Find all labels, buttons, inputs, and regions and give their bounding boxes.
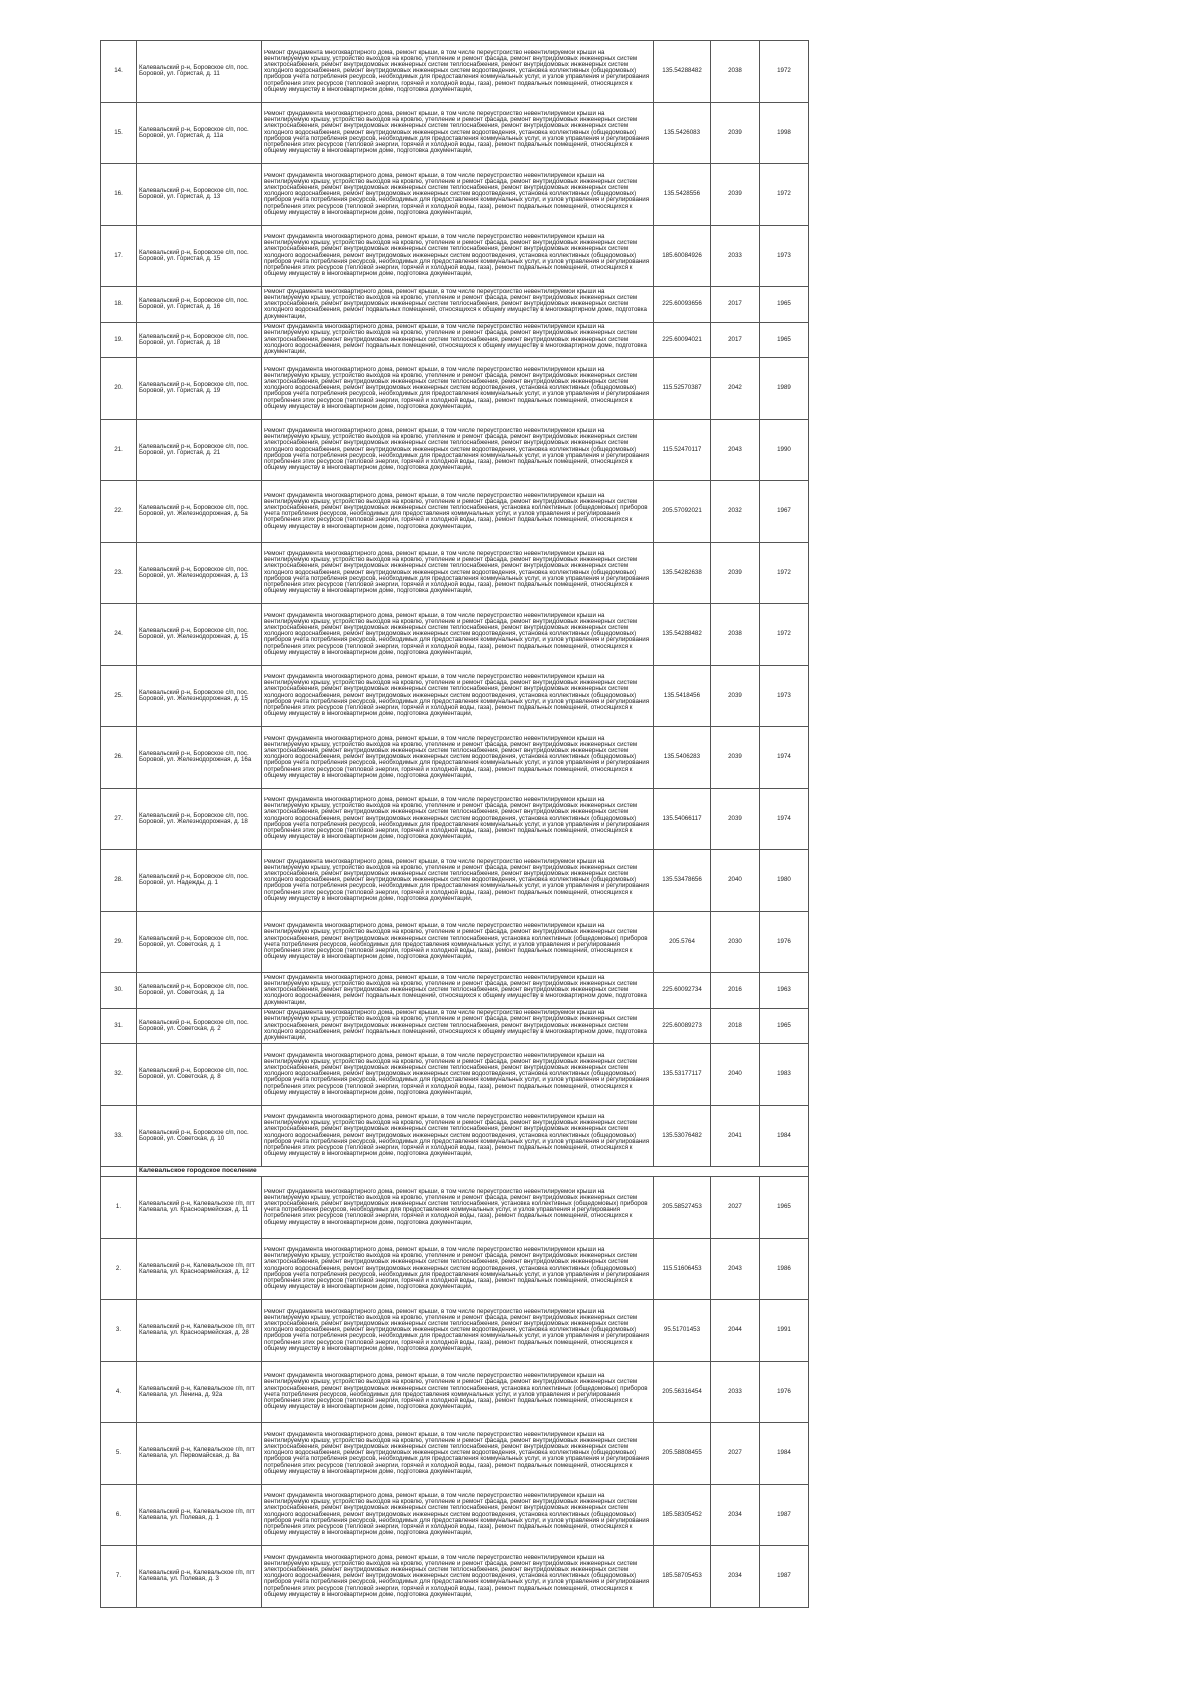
row-works [262, 973, 654, 1009]
row-number: 19. [101, 322, 137, 358]
row-cost: 135.5428556 [654, 164, 711, 226]
row-number: 25. [101, 665, 137, 727]
row-repair-year: 2039 [711, 102, 760, 164]
row-address: Калевальский р-н, Боровское с/п, пос. Боровой, ул. Гористая, д. 16 [137, 287, 262, 323]
row-built-year: 1991 [760, 1300, 809, 1362]
row-works [262, 164, 654, 226]
table-row [101, 1546, 809, 1608]
table-row [101, 481, 809, 543]
row-address: Калевальский р-н, Калевальское г/п, пгт Калевала, ул. Красноармейская, д. 12 [137, 1238, 262, 1300]
row-built-year: 1972 [760, 164, 809, 226]
row-works [262, 542, 654, 604]
row-repair-year: 2038 [711, 604, 760, 666]
table-row [101, 164, 809, 226]
row-works [262, 1008, 654, 1044]
row-repair-year: 2017 [711, 287, 760, 323]
row-repair-year: 2040 [711, 850, 760, 912]
row-cost: 205.5764 [654, 911, 711, 973]
row-cost: 95.51701453 [654, 1300, 711, 1362]
row-number: 24. [101, 604, 137, 666]
row-repair-year: 2018 [711, 1008, 760, 1044]
row-built-year: 1987 [760, 1484, 809, 1546]
row-repair-year: 2027 [711, 1423, 760, 1485]
row-works [262, 481, 654, 543]
works-text: Ремонт фундамента многоквартирного дома, ремонт крыши, в том числе переустройство невентилируемой крыши на вентилируемую крышу, устройство выходов на кровлю, утепление и ремонт фасада, ремонт внутридомовых инженерных систем электроснабжения, ремонт внутридомовых инженерных систем теплоснабжения, ремонт внутридомовых инженерных систем холодного водоснабжения, ремонт внутридомовых инженерных систем водоотведения, установка коллективных (общедомовых) приборов учета потребления ресурсов, необходимых для предоставления коммунальных услуг, и узлов управления и регулирования потребления этих ресурсов (тепловой энергии, горячей и холодной воды, газа), ремонт подвальных помещений, относящихся к общему имуществу в многоквартирном доме, подготовка документации, [264, 1431, 650, 1475]
row-address: Калевальский р-н, Боровское с/п, пос. Боровой, ул. Советская, д. 8 [137, 1044, 262, 1106]
row-cost: 115.52570387 [654, 358, 711, 420]
works-text: Ремонт фундамента многоквартирного дома, ремонт крыши, в том числе переустройство невентилируемой крыши на вентилируемую крышу, устройство выходов на кровлю, утепление и ремонт фасада, ремонт внутридомовых инженерных систем электроснабжения, ремонт внутридомовых инженерных систем теплоснабжения, ремонт внутридомовых инженерных систем холодного водоснабжения, ремонт внутридомовых инженерных систем водоотведения, установка коллективных (общедомовых) приборов учета потребления ресурсов, необходимых для предоставления коммунальных услуг, и узлов управления и регулирования потребления этих ресурсов (тепловой энергии, горячей и холодной воды, газа), ремонт подвальных помещений, относящихся к общему имуществу в многоквартирном доме, подготовка документации, [264, 1308, 650, 1352]
row-number: 16. [101, 164, 137, 226]
table-row [101, 850, 809, 912]
row-number: 1. [101, 1177, 137, 1239]
row-number: 28. [101, 850, 137, 912]
row-address: Калевальский р-н, Боровское с/п, пос. Боровой, ул. Железнодорожная, д. 13 [137, 542, 262, 604]
row-number: 31. [101, 1008, 137, 1044]
works-text: Ремонт фундамента многоквартирного дома, ремонт крыши, в том числе переустройство невентилируемой крыши на вентилируемую крышу, устройство выходов на кровлю, утепление и ремонт фасада, ремонт внутридомовых инженерных систем электроснабжения, ремонт внутридомовых инженерных систем теплоснабжения, ремонт внутридомовых инженерных систем холодного водоснабжения, ремонт подвальных помещений, относящихся к общему имуществу в многоквартирном доме, подготовка документации, [264, 974, 647, 1006]
row-works [262, 225, 654, 287]
row-built-year: 1976 [760, 1361, 809, 1423]
row-works [262, 102, 654, 164]
row-cost: 205.58527453 [654, 1177, 711, 1239]
row-address: Калевальский р-н, Боровское с/п, пос. Боровой, ул. Железнодорожная, д. 16а [137, 727, 262, 789]
table-row [101, 911, 809, 973]
row-works [262, 322, 654, 358]
section-title: Калевальское городское поселение [137, 1167, 809, 1177]
row-repair-year: 2039 [711, 164, 760, 226]
row-number: 4. [101, 1361, 137, 1423]
works-text: Ремонт фундамента многоквартирного дома, ремонт крыши, в том числе переустройство невентилируемой крыши на вентилируемую крышу, устройство выходов на кровлю, утепление и ремонт фасада, ремонт внутридомовых инженерных систем электроснабжения, ремонт внутридомовых инженерных систем теплоснабжения, ремонт внутридомовых инженерных систем холодного водоснабжения, ремонт внутридомовых инженерных систем водоотведения, установка коллективных (общедомовых) приборов учета потребления ресурсов, необходимых для предоставления коммунальных услуг, и узлов управления и регулирования потребления этих ресурсов (тепловой энергии, горячей и холодной воды, газа), ремонт подвальных помещений, относящихся к общему имуществу в многоквартирном доме, подготовка документации, [264, 674, 650, 718]
row-cost: 135.5426083 [654, 102, 711, 164]
row-number: 21. [101, 419, 137, 481]
row-repair-year: 2042 [711, 358, 760, 420]
row-address: Калевальский р-н, Боровское с/п, пос. Боровой, ул. Гористая, д. 13 [137, 164, 262, 226]
row-cost: 185.60084926 [654, 225, 711, 287]
works-text: Ремонт фундамента многоквартирного дома, ремонт крыши, в том числе переустройство невентилируемой крыши на вентилируемую крышу, устройство выходов на кровлю, утепление и ремонт фасада, ремонт внутридомовых инженерных систем электроснабжения, ремонт внутридомовых инженерных систем теплоснабжения, ремонт внутридомовых инженерных систем холодного водоснабжения, ремонт внутридомовых инженерных систем водоотведения, установка коллективных (общедомовых) приборов учета потребления ресурсов, необходимых для предоставления коммунальных услуг, и узлов управления и регулирования потребления этих ресурсов (тепловой энергии, горячей и холодной воды, газа), ремонт подвальных помещений, относящихся к общему имуществу в многоквартирном доме, подготовка документации, [264, 1052, 650, 1096]
row-number: 17. [101, 225, 137, 287]
row-address: Калевальский р-н, Боровское с/п, пос. Боровой, ул. Советская, д. 1а [137, 973, 262, 1009]
works-text: Ремонт фундамента многоквартирного дома, ремонт крыши, в том числе переустройство невентилируемой крыши на вентилируемую крышу, устройство выходов на кровлю, утепление и ремонт фасада, ремонт внутридомовых инженерных систем электроснабжения, ремонт внутридомовых инженерных систем теплоснабжения, ремонт внутридомовых инженерных систем холодного водоснабжения, ремонт внутридомовых инженерных систем водоотведения, установка коллективных (общедомовых) приборов учета потребления ресурсов, необходимых для предоставления коммунальных услуг, и узлов управления и регулирования потребления этих ресурсов (тепловой энергии, горячей и холодной воды, газа), ремонт подвальных помещений, относящихся к общему имуществу в многоквартирном доме, подготовка документации, [264, 366, 650, 410]
row-cost: 135.54288482 [654, 41, 711, 103]
row-repair-year: 2041 [711, 1105, 760, 1167]
row-built-year: 1965 [760, 1008, 809, 1044]
row-address: Калевальский р-н, Калевальское г/п, пгт Калевала, ул. Красноармейская, д. 11 [137, 1177, 262, 1239]
row-repair-year: 2038 [711, 41, 760, 103]
row-cost: 135.53478656 [654, 850, 711, 912]
works-text: Ремонт фундамента многоквартирного дома, ремонт крыши, в том числе переустройство невентилируемой крыши на вентилируемую крышу, устройство выходов на кровлю, утепление и ремонт фасада, ремонт внутридомовых инженерных систем электроснабжения, ремонт внутридомовых инженерных систем теплоснабжения, ремонт внутридомовых инженерных систем холодного водоснабжения, ремонт подвальных помещений, относящихся к общему имуществу в многоквартирном доме, подготовка документации, [264, 1010, 647, 1042]
row-cost: 135.5418456 [654, 665, 711, 727]
row-works [262, 1423, 654, 1485]
row-repair-year: 2034 [711, 1546, 760, 1608]
row-works [262, 1546, 654, 1608]
row-works [262, 419, 654, 481]
row-cost: 185.58705453 [654, 1546, 711, 1608]
row-cost: 225.60094021 [654, 322, 711, 358]
section-header-row [101, 1167, 809, 1177]
row-repair-year: 2040 [711, 1044, 760, 1106]
row-repair-year: 2043 [711, 1238, 760, 1300]
row-works [262, 1361, 654, 1423]
works-text: Ремонт фундамента многоквартирного дома, ремонт крыши, в том числе переустройство невентилируемой крыши на вентилируемую крышу, устройство выходов на кровлю, утепление и ремонт фасада, ремонт внутридомовых инженерных систем электроснабжения, ремонт внутридомовых инженерных систем теплоснабжения, ремонт внутридомовых инженерных систем холодного водоснабжения, ремонт внутридомовых инженерных систем водоотведения, установка коллективных (общедомовых) приборов учета потребления ресурсов, необходимых для предоставления коммунальных услуг, и узлов управления и регулирования потребления этих ресурсов (тепловой энергии, горячей и холодной воды, газа), ремонт подвальных помещений, относящихся к общему имуществу в многоквартирном доме, подготовка документации, [264, 858, 650, 902]
row-repair-year: 2034 [711, 1484, 760, 1546]
row-cost: 205.57092021 [654, 481, 711, 543]
row-cost: 205.56316454 [654, 1361, 711, 1423]
row-built-year: 1987 [760, 1546, 809, 1608]
table-row [101, 1300, 809, 1362]
row-repair-year: 2027 [711, 1177, 760, 1239]
works-text: Ремонт фундамента многоквартирного дома, ремонт крыши, в том числе переустройство невентилируемой крыши на вентилируемую крышу, устройство выходов на кровлю, утепление и ремонт фасада, ремонт внутридомовых инженерных систем электроснабжения, ремонт внутридомовых инженерных систем теплоснабжения, ремонт внутридомовых инженерных систем холодного водоснабжения, ремонт внутридомовых инженерных систем водоотведения, установка коллективных (общедомовых) приборов учета потребления ресурсов, необходимых для предоставления коммунальных услуг, и узлов управления и регулирования потребления этих ресурсов (тепловой энергии, горячей и холодной воды, газа), ремонт подвальных помещений, относящихся к общему имуществу в многоквартирном доме, подготовка документации, [264, 1247, 650, 1291]
row-repair-year: 2033 [711, 1361, 760, 1423]
works-text: Ремонт фундамента многоквартирного дома, ремонт крыши, в том числе переустройство невентилируемой крыши на вентилируемую крышу, устройство выходов на кровлю, утепление и ремонт фасада, ремонт внутридомовых инженерных систем электроснабжения, ремонт внутридомовых инженерных систем теплоснабжения, ремонт внутридомовых инженерных систем холодного водоснабжения, ремонт внутридомовых инженерных систем водоотведения, установка коллективных (общедомовых) приборов учета потребления ресурсов, необходимых для предоставления коммунальных услуг, и узлов управления и регулирования потребления этих ресурсов (тепловой энергии, горячей и холодной воды, газа), ремонт подвальных помещений, относящихся к общему имуществу в многоквартирном доме, подготовка документации, [264, 612, 650, 656]
row-address: Калевальский р-н, Калевальское г/п, пгт Калевала, ул. Красноармейская, д. 28 [137, 1300, 262, 1362]
row-built-year: 1972 [760, 604, 809, 666]
row-built-year: 1974 [760, 727, 809, 789]
row-cost: 225.60089273 [654, 1008, 711, 1044]
row-built-year: 1990 [760, 419, 809, 481]
row-built-year: 1974 [760, 788, 809, 850]
row-address: Калевальский р-н, Калевальское г/п, пгт Калевала, ул. Полевая, д. 3 [137, 1546, 262, 1608]
row-built-year: 1984 [760, 1105, 809, 1167]
works-text: Ремонт фундамента многоквартирного дома, ремонт крыши, в том числе переустройство невентилируемой крыши на вентилируемую крышу, устройство выходов на кровлю, утепление и ремонт фасада, ремонт внутридомовых инженерных систем электроснабжения, ремонт внутридомовых инженерных систем теплоснабжения, ремонт внутридомовых инженерных систем холодного водоснабжения, ремонт внутридомовых инженерных систем водоотведения, установка коллективных (общедомовых) приборов учета потребления ресурсов, необходимых для предоставления коммунальных услуг, и узлов управления и регулирования потребления этих ресурсов (тепловой энергии, горячей и холодной воды, газа), ремонт подвальных помещений, относящихся к общему имуществу в многоквартирном доме, подготовка документации, [264, 234, 650, 278]
row-repair-year: 2033 [711, 225, 760, 287]
row-repair-year: 2044 [711, 1300, 760, 1362]
row-number: 22. [101, 481, 137, 543]
row-number: 14. [101, 41, 137, 103]
table-row [101, 1008, 809, 1044]
table-row [101, 1177, 809, 1239]
row-number: 7. [101, 1546, 137, 1608]
row-address: Калевальский р-н, Боровское с/п, пос. Боровой, ул. Гористая, д. 19 [137, 358, 262, 420]
table-row [101, 604, 809, 666]
row-number: 32. [101, 1044, 137, 1106]
works-text: Ремонт фундамента многоквартирного дома, ремонт крыши, в том числе переустройство невентилируемой крыши на вентилируемую крышу, устройство выходов на кровлю, утепление и ремонт фасада, ремонт внутридомовых инженерных систем электроснабжения, ремонт внутридомовых инженерных систем теплоснабжения, установка коллективных (общедомовых) приборов учета потребления ресурсов, необходимых для предоставления коммунальных услуг, и узлов управления и регулирования потребления этих ресурсов (тепловой энергии, горячей и холодной воды, газа), ремонт подвальных помещений, относящихся к общему имуществу в многоквартирном доме, подготовка документации, [264, 492, 648, 530]
row-address: Калевальский р-н, Боровское с/п, пос. Боровой, ул. Гористая, д. 11 [137, 41, 262, 103]
capital-repair-table [100, 40, 809, 1608]
row-number: 26. [101, 727, 137, 789]
row-works [262, 1177, 654, 1239]
works-text: Ремонт фундамента многоквартирного дома, ремонт крыши, в том числе переустройство невентилируемой крыши на вентилируемую крышу, устройство выходов на кровлю, утепление и ремонт фасада, ремонт внутридомовых инженерных систем электроснабжения, ремонт внутридомовых инженерных систем теплоснабжения, ремонт внутридомовых инженерных систем холодного водоснабжения, ремонт внутридомовых инженерных систем водоотведения, установка коллективных (общедомовых) приборов учета потребления ресурсов, необходимых для предоставления коммунальных услуг, и узлов управления и регулирования потребления этих ресурсов (тепловой энергии, горячей и холодной воды, газа), ремонт подвальных помещений, относящихся к общему имуществу в многоквартирном доме, подготовка документации, [264, 111, 650, 155]
section-empty-cell [101, 1167, 137, 1177]
works-text: Ремонт фундамента многоквартирного дома, ремонт крыши, в том числе переустройство невентилируемой крыши на вентилируемую крышу, устройство выходов на кровлю, утепление и ремонт фасада, ремонт внутридомовых инженерных систем электроснабжения, ремонт внутридомовых инженерных систем теплоснабжения, ремонт внутридомовых инженерных систем холодного водоснабжения, ремонт подвальных помещений, относящихся к общему имуществу в многоквартирном доме, подготовка документации, [264, 324, 647, 356]
row-built-year: 1986 [760, 1238, 809, 1300]
row-address: Калевальский р-н, Боровское с/п, пос. Боровой, ул. Гористая, д. 21 [137, 419, 262, 481]
row-cost: 135.53076482 [654, 1105, 711, 1167]
row-built-year: 1965 [760, 1177, 809, 1239]
row-built-year: 1965 [760, 287, 809, 323]
row-built-year: 1972 [760, 542, 809, 604]
table-row [101, 225, 809, 287]
row-cost: 115.52470117 [654, 419, 711, 481]
row-repair-year: 2039 [711, 788, 760, 850]
row-cost: 225.60092734 [654, 973, 711, 1009]
row-repair-year: 2030 [711, 911, 760, 973]
row-number: 6. [101, 1484, 137, 1546]
row-built-year: 1983 [760, 1044, 809, 1106]
row-works [262, 1238, 654, 1300]
row-address: Калевальский р-н, Калевальское г/п, пгт Калевала, ул. Первомайская, д. 8а [137, 1423, 262, 1485]
row-address: Калевальский р-н, Боровское с/п, пос. Боровой, ул. Железнодорожная, д. 18 [137, 788, 262, 850]
row-works [262, 358, 654, 420]
row-number: 3. [101, 1300, 137, 1362]
row-repair-year: 2039 [711, 727, 760, 789]
works-text: Ремонт фундамента многоквартирного дома, ремонт крыши, в том числе переустройство невентилируемой крыши на вентилируемую крышу, устройство выходов на кровлю, утепление и ремонт фасада, ремонт внутридомовых инженерных систем электроснабжения, ремонт внутридомовых инженерных систем теплоснабжения, установка коллективных (общедомовых) приборов учета потребления ресурсов, необходимых для предоставления коммунальных услуг, и узлов управления и регулирования потребления этих ресурсов (тепловой энергии, горячей и холодной воды, газа), ремонт подвальных помещений, относящихся к общему имуществу в многоквартирном доме, подготовка документации, [264, 923, 648, 961]
table-row [101, 287, 809, 323]
row-number: 33. [101, 1105, 137, 1167]
row-built-year: 1998 [760, 102, 809, 164]
row-works [262, 1300, 654, 1362]
row-address: Калевальский р-н, Калевальское г/п, пгт Калевала, ул. Ленина, д. 92а [137, 1361, 262, 1423]
table-row [101, 358, 809, 420]
table-row [101, 41, 809, 103]
works-text: Ремонт фундамента многоквартирного дома, ремонт крыши, в том числе переустройство невентилируемой крыши на вентилируемую крышу, устройство выходов на кровлю, утепление и ремонт фасада, ремонт внутридомовых инженерных систем электроснабжения, ремонт внутридомовых инженерных систем теплоснабжения, ремонт внутридомовых инженерных систем холодного водоснабжения, ремонт подвальных помещений, относящихся к общему имуществу в многоквартирном доме, подготовка документации, [264, 288, 647, 320]
row-built-year: 1980 [760, 850, 809, 912]
row-works [262, 727, 654, 789]
row-number: 2. [101, 1238, 137, 1300]
table-row [101, 727, 809, 789]
table-row [101, 1423, 809, 1485]
row-works [262, 41, 654, 103]
row-cost: 135.54288482 [654, 604, 711, 666]
row-works [262, 1105, 654, 1167]
table-row [101, 1238, 809, 1300]
table-row [101, 1484, 809, 1546]
row-address: Калевальский р-н, Боровское с/п, пос. Боровой, ул. Железнодорожная, д. 15 [137, 665, 262, 727]
row-address: Калевальский р-н, Боровское с/п, пос. Боровой, ул. Советская, д. 2 [137, 1008, 262, 1044]
works-text: Ремонт фундамента многоквартирного дома, ремонт крыши, в том числе переустройство невентилируемой крыши на вентилируемую крышу, устройство выходов на кровлю, утепление и ремонт фасада, ремонт внутридомовых инженерных систем электроснабжения, ремонт внутридомовых инженерных систем теплоснабжения, ремонт внутридомовых инженерных систем холодного водоснабжения, ремонт внутридомовых инженерных систем водоотведения, установка коллективных (общедомовых) приборов учета потребления ресурсов, необходимых для предоставления коммунальных услуг, и узлов управления и регулирования потребления этих ресурсов (тепловой энергии, горячей и холодной воды, газа), ремонт подвальных помещений, относящихся к общему имуществу в многоквартирном доме, подготовка документации, [264, 551, 650, 595]
row-built-year: 1972 [760, 41, 809, 103]
row-address: Калевальский р-н, Боровское с/п, пос. Боровой, ул. Железнодорожная, д. 5а [137, 481, 262, 543]
row-address: Калевальский р-н, Калевальское г/п, пгт Калевала, ул. Полевая, д. 1 [137, 1484, 262, 1546]
row-cost: 205.58808455 [654, 1423, 711, 1485]
row-number: 15. [101, 102, 137, 164]
table-row [101, 102, 809, 164]
works-text: Ремонт фундамента многоквартирного дома, ремонт крыши, в том числе переустройство невентилируемой крыши на вентилируемую крышу, устройство выходов на кровлю, утепление и ремонт фасада, ремонт внутридомовых инженерных систем электроснабжения, ремонт внутридомовых инженерных систем теплоснабжения, ремонт внутридомовых инженерных систем холодного водоснабжения, ремонт внутридомовых инженерных систем водоотведения, установка коллективных (общедомовых) приборов учета потребления ресурсов, необходимых для предоставления коммунальных услуг, и узлов управления и регулирования потребления этих ресурсов (тепловой энергии, горячей и холодной воды, газа), ремонт подвальных помещений, относящихся к общему имуществу в многоквартирном доме, подготовка документации, [264, 428, 650, 472]
works-text: Ремонт фундамента многоквартирного дома, ремонт крыши, в том числе переустройство невентилируемой крыши на вентилируемую крышу, устройство выходов на кровлю, утепление и ремонт фасада, ремонт внутридомовых инженерных систем электроснабжения, ремонт внутридомовых инженерных систем теплоснабжения, ремонт внутридомовых инженерных систем холодного водоснабжения, ремонт внутридомовых инженерных систем водоотведения, установка коллективных (общедомовых) приборов учета потребления ресурсов, необходимых для предоставления коммунальных услуг, и узлов управления и регулирования потребления этих ресурсов (тепловой энергии, горячей и холодной воды, газа), ремонт подвальных помещений, относящихся к общему имуществу в многоквартирном доме, подготовка документации, [264, 1493, 650, 1537]
row-repair-year: 2032 [711, 481, 760, 543]
works-text: Ремонт фундамента многоквартирного дома, ремонт крыши, в том числе переустройство невентилируемой крыши на вентилируемую крышу, устройство выходов на кровлю, утепление и ремонт фасада, ремонт внутридомовых инженерных систем электроснабжения, ремонт внутридомовых инженерных систем теплоснабжения, ремонт внутридомовых инженерных систем холодного водоснабжения, ремонт внутридомовых инженерных систем водоотведения, установка коллективных (общедомовых) приборов учета потребления ресурсов, необходимых для предоставления коммунальных услуг, и узлов управления и регулирования потребления этих ресурсов (тепловой энергии, горячей и холодной воды, газа), ремонт подвальных помещений, относящихся к общему имуществу в многоквартирном доме, подготовка документации, [264, 1554, 650, 1598]
row-address: Калевальский р-н, Боровское с/п, пос. Боровой, ул. Гористая, д. 15 [137, 225, 262, 287]
row-cost: 135.53177117 [654, 1044, 711, 1106]
row-works [262, 788, 654, 850]
row-number: 29. [101, 911, 137, 973]
row-number: 23. [101, 542, 137, 604]
row-cost: 225.60093656 [654, 287, 711, 323]
row-address: Калевальский р-н, Боровское с/п, пос. Боровой, ул. Надежды, д. 1 [137, 850, 262, 912]
row-built-year: 1973 [760, 225, 809, 287]
row-cost: 135.54066117 [654, 788, 711, 850]
row-works [262, 604, 654, 666]
row-works [262, 911, 654, 973]
row-address: Калевальский р-н, Боровское с/п, пос. Боровой, ул. Гористая, д. 11а [137, 102, 262, 164]
row-built-year: 1973 [760, 665, 809, 727]
row-address: Калевальский р-н, Боровское с/п, пос. Боровой, ул. Советская, д. 1 [137, 911, 262, 973]
table-row [101, 1105, 809, 1167]
works-text: Ремонт фундамента многоквартирного дома, ремонт крыши, в том числе переустройство невентилируемой крыши на вентилируемую крышу, устройство выходов на кровлю, утепление и ремонт фасада, ремонт внутридомовых инженерных систем электроснабжения, ремонт внутридомовых инженерных систем теплоснабжения, ремонт внутридомовых инженерных систем холодного водоснабжения, ремонт внутридомовых инженерных систем водоотведения, установка коллективных (общедомовых) приборов учета потребления ресурсов, необходимых для предоставления коммунальных услуг, и узлов управления и регулирования потребления этих ресурсов (тепловой энергии, горячей и холодной воды, газа), ремонт подвальных помещений, относящихся к общему имуществу в многоквартирном доме, подготовка документации, [264, 172, 650, 216]
row-cost: 185.58305452 [654, 1484, 711, 1546]
table-row [101, 542, 809, 604]
table-row [101, 322, 809, 358]
row-number: 5. [101, 1423, 137, 1485]
row-built-year: 1963 [760, 973, 809, 1009]
works-text: Ремонт фундамента многоквартирного дома, ремонт крыши, в том числе переустройство невентилируемой крыши на вентилируемую крышу, устройство выходов на кровлю, утепление и ремонт фасада, ремонт внутридомовых инженерных систем электроснабжения, ремонт внутридомовых инженерных систем теплоснабжения, ремонт внутридомовых инженерных систем холодного водоснабжения, ремонт внутридомовых инженерных систем водоотведения, установка коллективных (общедомовых) приборов учета потребления ресурсов, необходимых для предоставления коммунальных услуг, и узлов управления и регулирования потребления этих ресурсов (тепловой энергии, горячей и холодной воды, газа), ремонт подвальных помещений, относящихся к общему имуществу в многоквартирном доме, подготовка документации, [264, 49, 650, 93]
row-built-year: 1965 [760, 322, 809, 358]
row-cost: 115.51606453 [654, 1238, 711, 1300]
row-cost: 135.54282638 [654, 542, 711, 604]
row-address: Калевальский р-н, Боровское с/п, пос. Боровой, ул. Советская, д. 10 [137, 1105, 262, 1167]
table-row [101, 419, 809, 481]
row-number: 30. [101, 973, 137, 1009]
row-repair-year: 2043 [711, 419, 760, 481]
row-works [262, 1044, 654, 1106]
table-row [101, 1361, 809, 1423]
row-address: Калевальский р-н, Боровское с/п, пос. Боровой, ул. Железнодорожная, д. 15 [137, 604, 262, 666]
table-row [101, 1044, 809, 1106]
row-works [262, 1484, 654, 1546]
row-works [262, 850, 654, 912]
row-repair-year: 2039 [711, 542, 760, 604]
row-works [262, 287, 654, 323]
row-number: 27. [101, 788, 137, 850]
row-built-year: 1989 [760, 358, 809, 420]
works-text: Ремонт фундамента многоквартирного дома, ремонт крыши, в том числе переустройство невентилируемой крыши на вентилируемую крышу, устройство выходов на кровлю, утепление и ремонт фасада, ремонт внутридомовых инженерных систем электроснабжения, ремонт внутридомовых инженерных систем теплоснабжения, ремонт внутридомовых инженерных систем холодного водоснабжения, ремонт внутридомовых инженерных систем водоотведения, установка коллективных (общедомовых) приборов учета потребления ресурсов, необходимых для предоставления коммунальных услуг, и узлов управления и регулирования потребления этих ресурсов (тепловой энергии, горячей и холодной воды, газа), ремонт подвальных помещений, относящихся к общему имуществу в многоквартирном доме, подготовка документации, [264, 1114, 650, 1158]
row-number: 18. [101, 287, 137, 323]
row-built-year: 1976 [760, 911, 809, 973]
row-address: Калевальский р-н, Боровское с/п, пос. Боровой, ул. Гористая, д. 18 [137, 322, 262, 358]
table-row [101, 973, 809, 1009]
table-row [101, 665, 809, 727]
row-built-year: 1984 [760, 1423, 809, 1485]
row-repair-year: 2016 [711, 973, 760, 1009]
works-text: Ремонт фундамента многоквартирного дома, ремонт крыши, в том числе переустройство невентилируемой крыши на вентилируемую крышу, устройство выходов на кровлю, утепление и ремонт фасада, ремонт внутридомовых инженерных систем электроснабжения, ремонт внутридомовых инженерных систем теплоснабжения, ремонт внутридомовых инженерных систем холодного водоснабжения, ремонт внутридомовых инженерных систем водоотведения, установка коллективных (общедомовых) приборов учета потребления ресурсов, необходимых для предоставления коммунальных услуг, и узлов управления и регулирования потребления этих ресурсов (тепловой энергии, горячей и холодной воды, газа), ремонт подвальных помещений, относящихся к общему имуществу в многоквартирном доме, подготовка документации, [264, 797, 650, 841]
row-cost: 135.5406283 [654, 727, 711, 789]
row-built-year: 1967 [760, 481, 809, 543]
works-text: Ремонт фундамента многоквартирного дома, ремонт крыши, в том числе переустройство невентилируемой крыши на вентилируемую крышу, устройство выходов на кровлю, утепление и ремонт фасада, ремонт внутридомовых инженерных систем электроснабжения, ремонт внутридомовых инженерных систем теплоснабжения, установка коллективных (общедомовых) приборов учета потребления ресурсов, необходимых для предоставления коммунальных услуг, и узлов управления и регулирования потребления этих ресурсов (тепловой энергии, горячей и холодной воды, газа), ремонт подвальных помещений, относящихся к общему имуществу в многоквартирном доме, подготовка документации, [264, 1373, 648, 1411]
row-repair-year: 2017 [711, 322, 760, 358]
row-repair-year: 2039 [711, 665, 760, 727]
row-works [262, 665, 654, 727]
works-text: Ремонт фундамента многоквартирного дома, ремонт крыши, в том числе переустройство невентилируемой крыши на вентилируемую крышу, устройство выходов на кровлю, утепление и ремонт фасада, ремонт внутридомовых инженерных систем электроснабжения, ремонт внутридомовых инженерных систем теплоснабжения, ремонт внутридомовых инженерных систем холодного водоснабжения, ремонт внутридомовых инженерных систем водоотведения, установка коллективных (общедомовых) приборов учета потребления ресурсов, необходимых для предоставления коммунальных услуг, и узлов управления и регулирования потребления этих ресурсов (тепловой энергии, горячей и холодной воды, газа), ремонт подвальных помещений, относящихся к общему имуществу в многоквартирном доме, подготовка документации, [264, 735, 650, 779]
row-number: 20. [101, 358, 137, 420]
works-text: Ремонт фундамента многоквартирного дома, ремонт крыши, в том числе переустройство невентилируемой крыши на вентилируемую крышу, устройство выходов на кровлю, утепление и ремонт фасада, ремонт внутридомовых инженерных систем электроснабжения, ремонт внутридомовых инженерных систем теплоснабжения, установка коллективных (общедомовых) приборов учета потребления ресурсов, необходимых для предоставления коммунальных услуг, и узлов управления и регулирования потребления этих ресурсов (тепловой энергии, горячей и холодной воды, газа), ремонт подвальных помещений, относящихся к общему имуществу в многоквартирном доме, подготовка документации, [264, 1188, 648, 1226]
table-row [101, 788, 809, 850]
